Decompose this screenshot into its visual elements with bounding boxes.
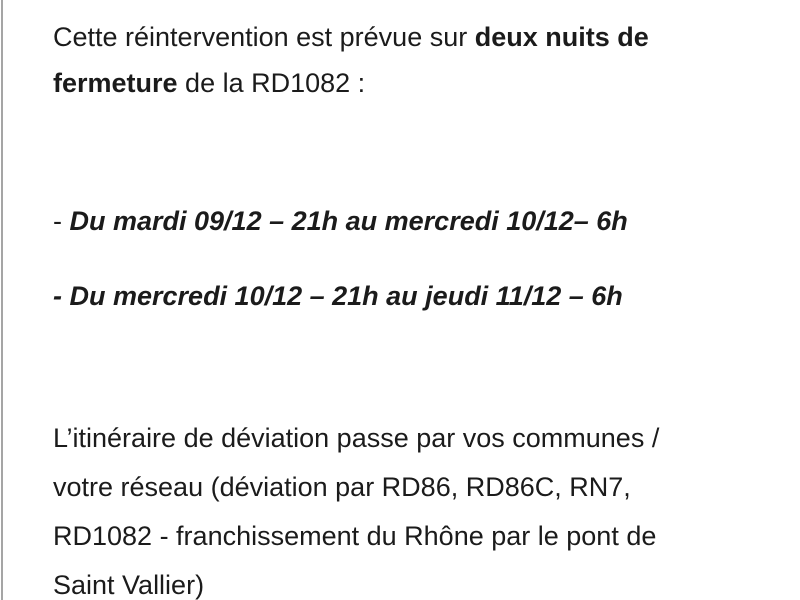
intro-line2-regular-text: de la RD1082 :	[177, 68, 366, 98]
intro-line-2	[53, 68, 365, 98]
night-2-dash: -	[53, 281, 70, 311]
night-1-dash: -	[53, 206, 70, 236]
intro-paragraph	[53, 14, 760, 106]
quote-left-border	[1, 0, 3, 600]
intro-line2-bold-text: fermeture	[53, 68, 178, 98]
deviation-line-1: L’itinéraire de déviation passe par vos communes /	[53, 423, 660, 453]
night-2-text: Du mercredi 10/12 – 21h au jeudi 11/12 – 6h	[69, 281, 623, 311]
closure-nights-list	[53, 198, 760, 319]
intro-line-1	[53, 22, 649, 52]
night-1-text: Du mardi 09/12 – 21h au mercredi 10/12– 6h	[69, 206, 628, 236]
deviation-line-3: RD1082 - franchissement du Rhône par le pont de	[53, 521, 657, 551]
deviation-line-4: Saint Vallier)	[53, 570, 205, 600]
deviation-paragraph	[53, 414, 760, 600]
closure-night-line-1	[53, 198, 760, 244]
intro-line1-regular-text: Cette réintervention est prévue sur	[53, 22, 475, 52]
deviation-line-2: votre réseau (déviation par RD86, RD86C, RN7,	[53, 472, 631, 502]
intro-line1-bold-text: deux nuits de	[474, 22, 649, 52]
closure-night-line-2	[53, 273, 760, 319]
